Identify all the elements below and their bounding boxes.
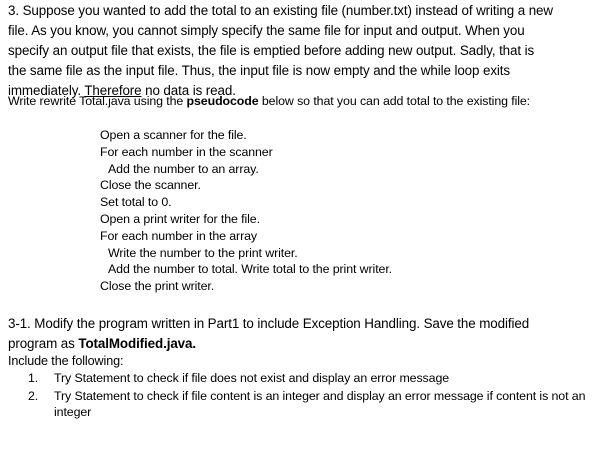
instruction-bold: pseudocode [186, 94, 259, 108]
pseudocode-block [100, 127, 392, 295]
list-item [28, 370, 596, 387]
underlined-word: Therefore [84, 83, 142, 98]
intro-line: file. As you know, you cannot simply specify the same file for input and output. When you [8, 23, 525, 38]
instruction-text: Write rewrite Total.java using the [8, 94, 187, 108]
instruction-line [8, 93, 530, 109]
list-text: Try Statement to check if file does not exist and display an error message [54, 371, 450, 385]
include-label: Include the following: [8, 354, 124, 368]
intro-text: immediately. [8, 83, 85, 98]
part-3-1-line: 3-1. Modify the program written in Part1 to include Exception Handling. Save the modified [8, 316, 530, 331]
pseudocode-line: Close the scanner. [100, 178, 201, 193]
pseudocode-line: Add the number to total. Write total to the print writer. [108, 262, 393, 277]
list-number: 2. [28, 388, 39, 403]
instruction-text: below so that you can add total to the existing file: [258, 94, 531, 108]
intro-text: no data is read. [141, 83, 236, 98]
pseudocode-line: Set total to 0. [100, 195, 172, 210]
intro-paragraph [8, 1, 604, 101]
filename-bold: TotalModified.java. [78, 336, 196, 351]
pseudocode-line: Open a scanner for the file. [100, 128, 247, 142]
pseudocode-line: For each number in the scanner [100, 144, 273, 159]
pseudocode-line: Close the print writer. [100, 279, 215, 294]
part-3-1-line [8, 334, 604, 354]
intro-line: specify an output file that exists, the file is emptied before adding new output. Sadly, that is [8, 43, 535, 58]
intro-line: the same file as the input file. Thus, the input file is now empty and the while loop exits [8, 63, 511, 78]
requirements-list [28, 370, 596, 422]
part-3-1-paragraph [8, 314, 604, 354]
list-number: 1. [28, 371, 39, 385]
pseudocode-line: For each number in the array [100, 228, 257, 243]
list-item [28, 388, 596, 421]
pseudocode-line: Add the number to an array. [108, 161, 259, 176]
part-3-1-text: program as [8, 336, 79, 351]
pseudocode-line: Write the number to the print writer. [108, 245, 298, 260]
pseudocode-line: Open a print writer for the file. [100, 211, 260, 226]
list-text: Try Statement to check if file content is an integer and display an error message if content is not an integer [54, 388, 586, 419]
intro-line: 3. Suppose you wanted to add the total to an existing file (number.txt) instead of writing a new [8, 3, 553, 18]
